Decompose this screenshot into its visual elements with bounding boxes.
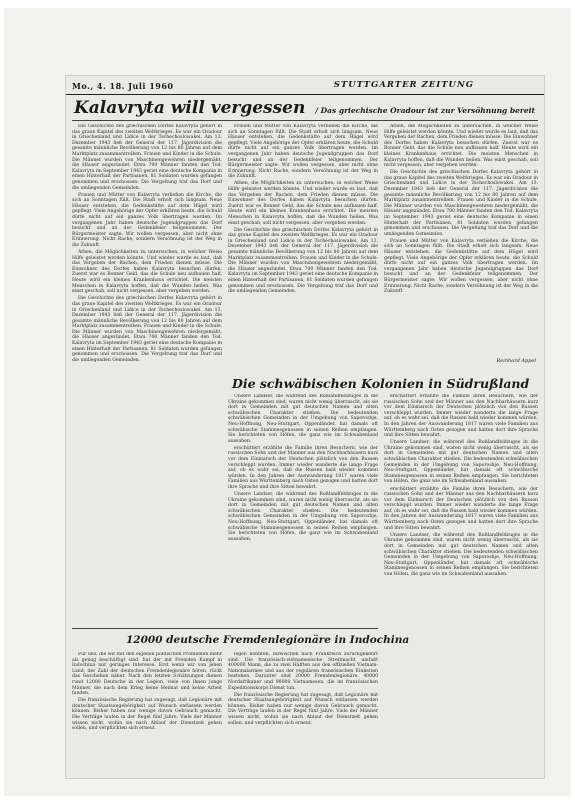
scanned-page [4, 8, 571, 796]
column-text: Für uns, die wir mit den eigenen politischen Problemen mehr als genug beschäftigt sind, hat der mit Fremden Kampf in Indochina nur geringes Interesse. Erst wenn wir von jenen Land, der Zahl der deutschen Fremdenlegionäre hören, rückt das Geschehen näher. Nach den letzten Schätzungen dienen rund 12000 Deutsche in der Legion, viele von ihnen junge Männer, die nach dem Krieg keine Heimat und keine Arbeit fanden. [72, 652, 222, 697]
column-text: Frauen und Mütter von Kalavryta verließen die Kirche, die sich an Sonntagen füllt. Die Stadt erholt sich langsam. Neue Häuser entstehen, die Gedenkstätte auf dem Hügel wird gepflegt. Viele Angehörige der Opfer erklären heute, die Schuld dürfe nicht auf ein ganzes Volk übertragen werden. Im vergangenen Jahr haben deutsche Jugendgruppen das Dorf besucht und an der Gedenkfeier teilgenommen. Der Bürgermeister sagte: Wir wollen vergessen, aber nicht ohne Erinnerung. Nicht Rache, sondern Versöhnung ist der Weg in die Zukunft. [228, 124, 378, 180]
column-text: Unsere Landser, die während des Rußlandfeldzuges in die Ukraine gekommen sind, waren nicht wenig überrascht, als sie dort in Gemeinden mit gut deutschen Namen und alten schwäbischen Charakter stießen. Die bedeutenden schwäbischen Gemeinden in der Umgebung von Saporoshje, Neu-Hoffnung, Neu-Stuttgart, Oppenländer, hat damals oft schwäbische Stammesgenossen in seinen Reihen empfangen. Sie berichteten von Höfen, die ganz wie im Schwabenland aussahen. [228, 394, 378, 444]
article-column-1 [72, 124, 222, 442]
column-text-continued: Die Geschichte des griechischen Dorfes Kalavryta gehört in das graue Kapitel des zweiten Weltkrieges. Es war ein Oradour in Griechenland und Lidice in der Tschechoslowakei. Am 13. Dezember 1943 ließ der General der 117. Jägerdivision die gesamte männliche Bevölkerung von 12 bis 80 Jahren auf dem Marktplatz zusammentreiben. Frauen und Kinder in die Schule. Die Männer wurden von Maschinengewehren niedergemäht, die Häuser angezündet. Etwa 700 Männer fanden den Tod. Kalavryta im September 1943 geriet eine deutsche Kompanie in einen Hinterhalt der Partisanen, 81 Soldaten wurden gefangen genommen und erschossen. Die Vergeltung traf das Dorf und die umliegenden Gemeinden. [384, 170, 538, 237]
column-text-continued: Athen, die Möglichkeiten zu untersuchen, in welcher Weise Hilfe geleistet werden könnte. Und wieder wurde es laut, daß das Vergeben der Rachen, dem Frieden dienen müsse. Die Einwohner des Dorfes haben Kalavryta besuchen dürfen. Zuerst war es Bonner Geld, das die Schule neu aufbauen half. Heute wird ein kleines Krankenhaus errichtet. Die meisten Menschen in Kalavryta hoffen, daß die Wunden heilen. Was einst geschah, soll nicht vergessen, aber vergeben werden. [228, 181, 378, 226]
article-headline-3: 12000 deutsche Fremdenlegionäre in Indochina [126, 634, 410, 646]
column-text-continued-3: Die Geschichte des griechischen Dorfes Kalavryta gehört in das graue Kapitel des zweiten Weltkrieges. Es war ein Oradour in Griechenland und Lidice in der Tschechoslowakei. Am 13. Dezember 1943 ließ der General der 117. Jägerdivision die gesamte männliche Bevölkerung von 12 bis 80 Jahren auf dem Marktplatz zusammentreiben. Frauen und Kinder in die Schule. Die Männer wurden von Maschinengewehren niedergemäht, die Häuser angezündet. Etwa 700 Männer fanden den Tod. Kalavryta im September 1943 geriet eine deutsche Kompanie in einen Hinterhalt der Partisanen, 81 Soldaten wurden gefangen genommen und erschossen. Die Vergeltung traf das Dorf und die umliegenden Gemeinden. [72, 296, 222, 363]
column-text-continued-2: Frauen und Mütter von Kalavryta verließen die Kirche, die sich an Sonntagen füllt. Die Stadt erholt sich langsam. Neue Häuser entstehen, die Gedenkstätte auf dem Hügel wird gepflegt. Viele Angehörige der Opfer erklären heute, die Schuld dürfe nicht auf ein ganzes Volk übertragen werden. Im vergangenen Jahr haben deutsche Jugendgruppen das Dorf besucht und an der Gedenkfeier teilgenommen. Der Bürgermeister sagte: Wir wollen vergessen, aber nicht ohne Erinnerung. Nicht Rache, sondern Versöhnung ist der Weg in die Zukunft. [384, 238, 538, 295]
divider [72, 120, 538, 121]
newspaper-name: STUTTGARTER ZEITUNG [333, 80, 474, 90]
column-text-continued: erschüttert erzählte die Familie ihren Besuchern, wie der russischen Sohn und der Männer aus den Nachbarhäusern kurz vor dem Einmarsch der Deutschen plötzlich von den Russen verschleppt wurden. Immer wieder wanderte die lange Frage auf, ob es wahr sei, daß die Russen bald wieder kommen würden. In den Jahren der Auswanderung 1817 waren viele Familien aus Württemberg nach Osten gezogen und hatten dort ihre Sprache und ihre Sitten bewahrt. [228, 445, 378, 490]
column-text-continued-2: Athen, die Möglichkeiten zu untersuchen, in welcher Weise Hilfe geleistet werden könnte. Und wieder wurde es laut, daß das Vergeben der Rachen, dem Frieden dienen müsse. Die Einwohner des Dorfes haben Kalavryta besuchen dürfen. Zuerst war es Bonner Geld, das die Schule neu aufbauen half. Heute wird ein kleines Krankenhaus errichtet. Die meisten Menschen in Kalavryta hoffen, daß die Wunden heilen. Was einst geschah, soll nicht vergessen, aber vergeben werden. [72, 250, 222, 295]
newspaper-clipping [66, 76, 544, 778]
column-text-continued-3: Unsere Landser, die während des Rußlandfeldzuges in die Ukraine gekommen sind, waren nicht wenig überrascht, als sie dort in Gemeinden mit gut deutschen Namen und alten schwäbischen Charakter stießen. Die bedeutenden schwäbischen Gemeinden in der Umgebung von Saporoshje, Neu-Hoffnung, Neu-Stuttgart, Oppenländer, hat damals oft schwäbische Stammesgenossen in seinen Reihen empfangen. Sie berichteten von Höfen, die ganz wie im Schwabenland aussahen. [384, 532, 538, 577]
article-headline-2: Die schwäbischen Kolonien in Südrußland [232, 376, 530, 391]
issue-date: Mo., 4. 18. Juli 1960 [72, 81, 174, 91]
article2-column-2 [384, 394, 538, 772]
article2-column-1 [228, 394, 378, 626]
article-column-3 [384, 124, 538, 356]
column-text-continued: Die französische Regierung hat zugesagt, daß Legionäre mit deutscher Staatsangehörigkeit auf Wunsch entlassen werden können. Bisher haben nur wenige davon Gebrauch gemacht. Die Verträge laufen in der Regel fünf Jahre. Viele der Männer wissen nicht, wohin sie nach Ablauf der Dienstzeit gehen sollen, und verpflichten sich erneut. [72, 698, 222, 732]
article-headline [74, 98, 534, 118]
article3-column-2 [228, 652, 378, 772]
column-text: Die Geschichte des griechischen Dorfes Kalavryta gehört in das graue Kapitel des zweiten Weltkrieges. Es war ein Oradour in Griechenland und Lidice in der Tschechoslowakei. Am 13. Dezember 1943 ließ der General der 117. Jägerdivision die gesamte männliche Bevölkerung von 12 bis 80 Jahren auf dem Marktplatz zusammentreiben. Frauen und Kinder in die Schule. Die Männer wurden von Maschinengewehren niedergemäht, die Häuser angezündet. Etwa 700 Männer fanden den Tod. Kalavryta im September 1943 geriet eine deutsche Kompanie in einen Hinterhalt der Partisanen, 81 Soldaten wurden gefangen genommen und erschossen. Die Vergeltung traf das Dorf und die umliegenden Gemeinden. [72, 124, 222, 191]
article3-column-1 [72, 652, 222, 772]
column-text-continued-2: Die Geschichte des griechischen Dorfes Kalavryta gehört in das graue Kapitel des zweiten Weltkrieges. Es war ein Oradour in Griechenland und Lidice in der Tschechoslowakei. Am 13. Dezember 1943 ließ der General der 117. Jägerdivision die gesamte männliche Bevölkerung von 12 bis 80 Jahren auf dem Marktplatz zusammentreiben. Frauen und Kinder in die Schule. Die Männer wurden von Maschinengewehren niedergemäht, die Häuser angezündet. Etwa 700 Männer fanden den Tod. Kalavryta im September 1943 geriet eine deutsche Kompanie in einen Hinterhalt der Partisanen, 81 Soldaten wurden gefangen genommen und erschossen. Die Vergeltung traf das Dorf und die umliegenden Gemeinden. [228, 227, 378, 295]
column-text-continued: Die französische Regierung hat zugesagt, daß Legionäre mit deutscher Staatsangehörigkeit auf Wunsch entlassen werden können. Bisher haben nur wenige davon Gebrauch gemacht. Die Verträge laufen in der Regel fünf Jahre. Viele der Männer wissen nicht, wohin sie nach Ablauf der Dienstzeit gehen sollen, und verpflichten sich erneut. [228, 692, 378, 726]
headline-subtitle: / Das griechische Oradour ist zur Versöhnung bereit [315, 106, 535, 115]
masthead [66, 76, 544, 95]
column-text: erschüttert erzählte die Familie ihren Besuchern, wie der russischen Sohn und der Männer aus den Nachbarhäusern kurz vor dem Einmarsch der Deutschen plötzlich von den Russen verschleppt wurden. Immer wieder wanderte die lange Frage auf, ob es wahr sei, daß die Russen bald wieder kommen würden. In den Jahren der Auswanderung 1817 waren viele Familien aus Württemberg nach Osten gezogen und hatten dort ihre Sprache und ihre Sitten bewahrt. [384, 394, 538, 439]
column-text-continued: Frauen und Mütter von Kalavryta verließen die Kirche, die sich an Sonntagen füllt. Die Stadt erholt sich langsam. Neue Häuser entstehen, die Gedenkstätte auf dem Hügel wird gepflegt. Viele Angehörige der Opfer erklären heute, die Schuld dürfe nicht auf ein ganzes Volk übertragen werden. Im vergangenen Jahr haben deutsche Jugendgruppen das Dorf besucht und an der Gedenkfeier teilgenommen. Der Bürgermeister sagte: Wir wollen vergessen, aber nicht ohne Erinnerung. Nicht Rache, sondern Versöhnung ist der Weg in die Zukunft. [72, 192, 222, 248]
column-text: Athen, die Möglichkeiten zu untersuchen, in welcher Weise Hilfe geleistet werden könnte. Und wieder wurde es laut, daß das Vergeben der Rachen, dem Frieden dienen müsse. Die Einwohner des Dorfes haben Kalavryta besuchen dürfen. Zuerst war es Bonner Geld, das die Schule neu aufbauen half. Heute wird ein kleines Krankenhaus errichtet. Die meisten Menschen in Kalavryta hoffen, daß die Wunden heilen. Was einst geschah, soll nicht vergessen, aber vergeben werden. [384, 124, 538, 169]
author-signature: Reinhard Appel [496, 358, 536, 364]
article-column-2 [228, 124, 378, 364]
column-text: legen konnten, inzwischen nach Frankreich zurückgekehrt sind. Die französisch-vietnamesische Streitmacht umfaßt 400000 Mann, die zu zwei Hälften aus den offiziellen Vietnam-Nationalarmee und aus der regulären französischen Einheiten bestehen. Darunter sind 20000 Fremdenlegionäre, 40000 Nordafrikaner und 90000 Vietnamesen, die im französischen Expeditionskorps Dienst tun. [228, 652, 378, 691]
divider [72, 628, 378, 629]
headline-title: Kalavryta will vergessen [74, 98, 306, 118]
column-text-continued: Unsere Landser, die während des Rußlandfeldzuges in die Ukraine gekommen sind, waren nicht wenig überrascht, als sie dort in Gemeinden mit gut deutschen Namen und alten schwäbischen Charakter stießen. Die bedeutenden schwäbischen Gemeinden in der Umgebung von Saporoshje, Neu-Hoffnung, Neu-Stuttgart, Oppenländer, hat damals oft schwäbische Stammesgenossen in seinen Reihen empfangen. Sie berichteten von Höfen, die ganz wie im Schwabenland aussahen. [384, 440, 538, 485]
column-text-continued-2: erschüttert erzählte die Familie ihren Besuchern, wie der russischen Sohn und der Männer aus den Nachbarhäusern kurz vor dem Einmarsch der Deutschen plötzlich von den Russen verschleppt wurden. Immer wieder wanderte die lange Frage auf, ob es wahr sei, daß die Russen bald wieder kommen würden. In den Jahren der Auswanderung 1817 waren viele Familien aus Württemberg nach Osten gezogen und hatten dort ihre Sprache und ihre Sitten bewahrt. [384, 486, 538, 531]
column-text-continued-2: Unsere Landser, die während des Rußlandfeldzuges in die Ukraine gekommen sind, waren nicht wenig überrascht, als sie dort in Gemeinden mit gut deutschen Namen und alten schwäbischen Charakter stießen. Die bedeutenden schwäbischen Gemeinden in der Umgebung von Saporoshje, Neu-Hoffnung, Neu-Stuttgart, Oppenländer, hat damals oft schwäbische Stammesgenossen in seinen Reihen empfangen. Sie berichteten von Höfen, die ganz wie im Schwabenland aussahen. [228, 492, 378, 542]
